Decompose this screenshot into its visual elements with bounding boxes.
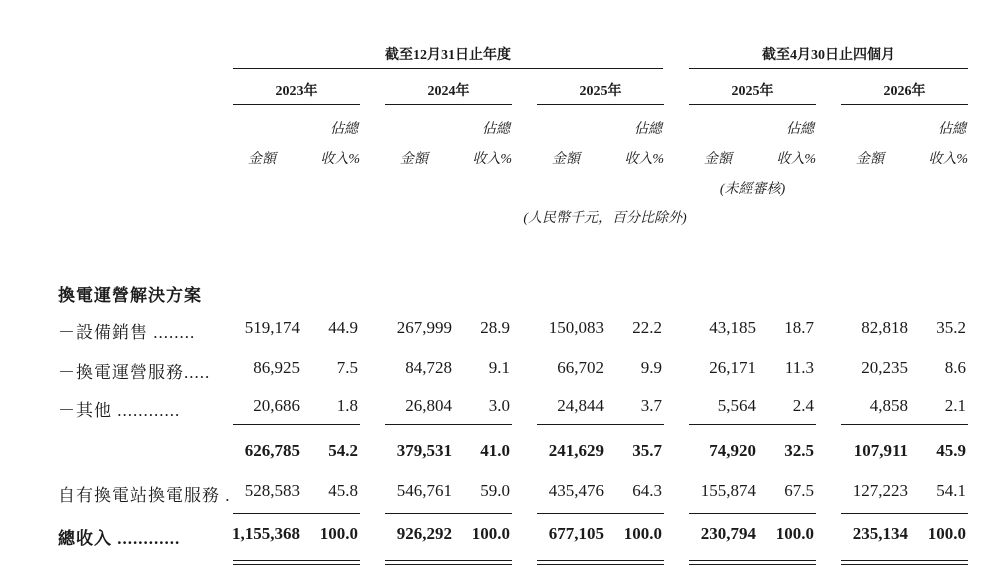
year-rule xyxy=(841,104,968,105)
percent-cell: 100.0 xyxy=(623,524,662,543)
percent-cell: 28.9 xyxy=(480,318,510,337)
subtotal-rule xyxy=(233,424,360,425)
percent-cell: 9.9 xyxy=(640,358,662,377)
col-pct-header: 收入% xyxy=(320,152,360,167)
percent-cell: 59.0 xyxy=(480,481,510,500)
row-label: －設備銷售 ........ xyxy=(58,323,196,342)
row-label: －其他 ............ xyxy=(58,401,181,420)
unit-note: (人民幣千元，百分比除外) xyxy=(523,211,687,226)
group-title-full-year: 截至12月31日止年度 xyxy=(385,48,511,63)
percent-cell: 32.5 xyxy=(784,441,814,460)
col-amount-header: 金額 xyxy=(400,152,428,167)
row-label: 總收入 ............ xyxy=(58,529,181,548)
row-label: 自有換電站換電服務 . xyxy=(58,486,231,505)
amount-cell: 677,105 xyxy=(548,524,604,543)
amount-cell: 519,174 xyxy=(244,318,300,337)
col-pct-header: 佔總 xyxy=(634,122,662,137)
amount-cell: 86,925 xyxy=(253,358,300,377)
group-rule-full-year xyxy=(233,68,663,69)
col-pct-header: 收入% xyxy=(472,152,512,167)
percent-cell: 7.5 xyxy=(336,358,358,377)
amount-cell: 230,794 xyxy=(700,524,756,543)
percent-cell: 45.8 xyxy=(328,481,358,500)
amount-cell: 379,531 xyxy=(396,441,452,460)
double-rule xyxy=(537,564,664,565)
percent-cell: 35.2 xyxy=(936,318,966,337)
amount-cell: 20,686 xyxy=(253,396,300,415)
percent-cell: 18.7 xyxy=(784,318,814,337)
percent-cell: 100.0 xyxy=(471,524,510,543)
amount-cell: 66,702 xyxy=(557,358,604,377)
double-rule xyxy=(385,564,512,565)
col-pct-header: 收入% xyxy=(776,152,816,167)
amount-cell: 4,858 xyxy=(869,396,908,415)
double-rule xyxy=(233,564,360,565)
amount-cell: 26,804 xyxy=(405,396,452,415)
year-rule xyxy=(689,104,816,105)
year-rule xyxy=(385,104,512,105)
percent-cell: 100.0 xyxy=(319,524,358,543)
amount-cell: 20,235 xyxy=(861,358,908,377)
percent-cell: 67.5 xyxy=(784,481,814,500)
col-pct-header: 佔總 xyxy=(482,122,510,137)
group-rule-four-months xyxy=(689,68,968,69)
year-rule xyxy=(233,104,360,105)
amount-cell: 5,564 xyxy=(717,396,756,415)
amount-cell: 84,728 xyxy=(405,358,452,377)
amount-cell: 150,083 xyxy=(548,318,604,337)
amount-cell: 74,920 xyxy=(709,441,756,460)
subtotal-rule xyxy=(841,424,968,425)
col-pct-header: 佔總 xyxy=(786,122,814,137)
col-amount-header: 金額 xyxy=(704,152,732,167)
percent-cell: 2.4 xyxy=(792,396,814,415)
subtotal-rule xyxy=(689,424,816,425)
year-rule xyxy=(537,104,664,105)
amount-cell: 43,185 xyxy=(709,318,756,337)
total-rule xyxy=(385,513,512,514)
double-rule xyxy=(841,564,968,565)
total-rule xyxy=(841,513,968,514)
percent-cell: 64.3 xyxy=(632,481,662,500)
row-label: －換電運營服務..... xyxy=(58,363,211,382)
total-rule xyxy=(233,513,360,514)
col-amount-header: 金額 xyxy=(856,152,884,167)
percent-cell: 22.2 xyxy=(632,318,662,337)
double-rule xyxy=(233,560,360,561)
double-rule xyxy=(385,560,512,561)
percent-cell: 41.0 xyxy=(480,441,510,460)
col-pct-header: 收入% xyxy=(928,152,968,167)
amount-cell: 1,155,368 xyxy=(232,524,300,543)
col-amount-header: 金額 xyxy=(552,152,580,167)
amount-cell: 435,476 xyxy=(548,481,604,500)
amount-cell: 546,761 xyxy=(396,481,452,500)
col-pct-header: 佔總 xyxy=(938,122,966,137)
year-header-2026-interim: 2026年 xyxy=(883,84,926,99)
amount-cell: 235,134 xyxy=(852,524,908,543)
amount-cell: 241,629 xyxy=(548,441,604,460)
subtotal-rule xyxy=(537,424,664,425)
year-header-2025-interim: 2025年 xyxy=(731,84,774,99)
year-header-2023: 2023年 xyxy=(275,84,318,99)
total-rule xyxy=(537,513,664,514)
double-rule xyxy=(689,564,816,565)
percent-cell: 54.1 xyxy=(936,481,966,500)
year-header-2025: 2025年 xyxy=(579,84,622,99)
amount-cell: 107,911 xyxy=(853,441,908,460)
percent-cell: 100.0 xyxy=(775,524,814,543)
amount-cell: 528,583 xyxy=(244,481,300,500)
section-title: 換電運營解決方案 xyxy=(58,286,202,305)
amount-cell: 26,171 xyxy=(709,358,756,377)
percent-cell: 2.1 xyxy=(944,396,966,415)
percent-cell: 100.0 xyxy=(927,524,966,543)
col-pct-header: 收入% xyxy=(624,152,664,167)
double-rule xyxy=(689,560,816,561)
percent-cell: 54.2 xyxy=(328,441,358,460)
percent-cell: 8.6 xyxy=(944,358,966,377)
percent-cell: 11.3 xyxy=(784,358,814,377)
percent-cell: 9.1 xyxy=(488,358,510,377)
amount-cell: 926,292 xyxy=(396,524,452,543)
total-rule xyxy=(689,513,816,514)
unaudited-note: (未經審核) xyxy=(719,182,786,197)
percent-cell: 44.9 xyxy=(328,318,358,337)
percent-cell: 3.7 xyxy=(640,396,662,415)
amount-cell: 127,223 xyxy=(852,481,908,500)
amount-cell: 155,874 xyxy=(700,481,756,500)
double-rule xyxy=(841,560,968,561)
amount-cell: 626,785 xyxy=(244,441,300,460)
amount-cell: 82,818 xyxy=(861,318,908,337)
col-pct-header: 佔總 xyxy=(330,122,358,137)
percent-cell: 35.7 xyxy=(632,441,662,460)
double-rule xyxy=(537,560,664,561)
col-amount-header: 金額 xyxy=(248,152,276,167)
amount-cell: 267,999 xyxy=(396,318,452,337)
group-title-four-months: 截至4月30日止四個月 xyxy=(762,48,895,63)
amount-cell: 24,844 xyxy=(557,396,604,415)
subtotal-rule xyxy=(385,424,512,425)
percent-cell: 3.0 xyxy=(488,396,510,415)
percent-cell: 1.8 xyxy=(336,396,358,415)
percent-cell: 45.9 xyxy=(936,441,966,460)
year-header-2024: 2024年 xyxy=(427,84,470,99)
